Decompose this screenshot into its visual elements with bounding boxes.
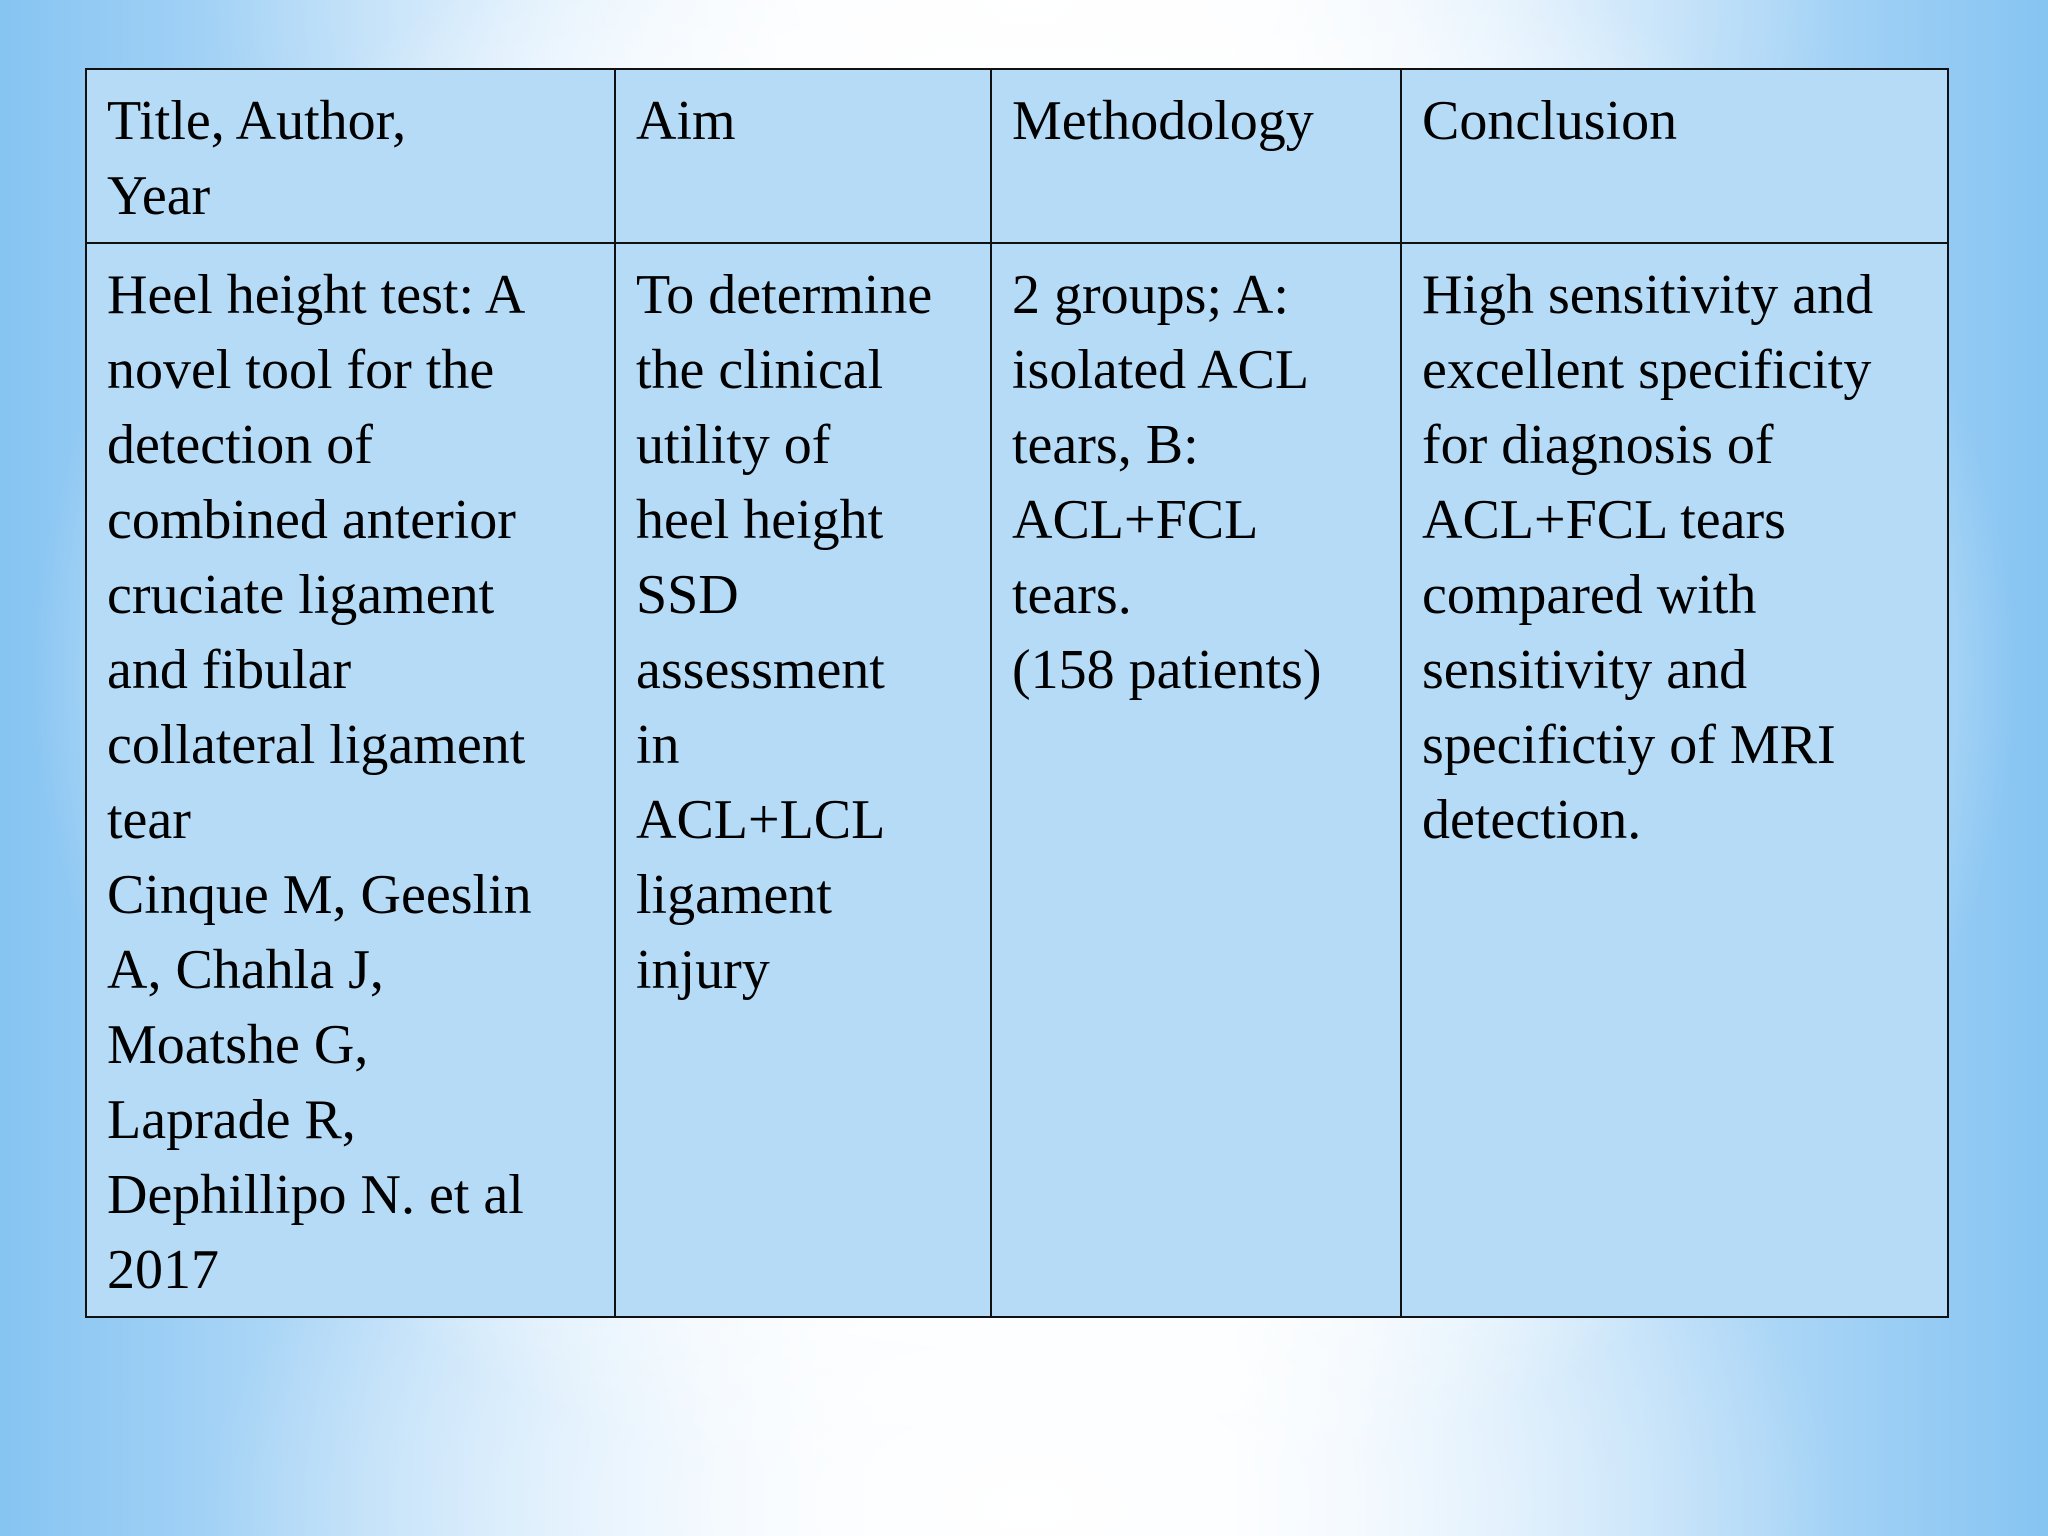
- cell-methodology: 2 groups; A: isolated ACL tears, B: ACL+FCL tears. (158 patients): [991, 243, 1401, 1317]
- cell-aim: To determine the clinical utility of heel height SSD assessment in ACL+LCL ligament injury: [615, 243, 991, 1317]
- cell-title-author-year: Heel height test: A novel tool for the detection of combined anterior cruciate ligament and fibular collateral ligament tear Cinque M, Geeslin A, Chahla J, Moatshe G, Laprade R, Dephillipo N. et al 2017: [86, 243, 615, 1317]
- header-methodology: Methodology: [991, 69, 1401, 243]
- header-aim: Aim: [615, 69, 991, 243]
- table-header-row: [86, 69, 1948, 243]
- header-title-author-year: Title, Author, Year: [86, 69, 615, 243]
- cell-conclusion: High sensitivity and excellent specificity for diagnosis of ACL+FCL tears compared with sensitivity and specifictiy of MRI detection.: [1401, 243, 1948, 1317]
- header-conclusion: Conclusion: [1401, 69, 1948, 243]
- table-row: [86, 243, 1948, 1317]
- literature-review-table: [85, 68, 1949, 1318]
